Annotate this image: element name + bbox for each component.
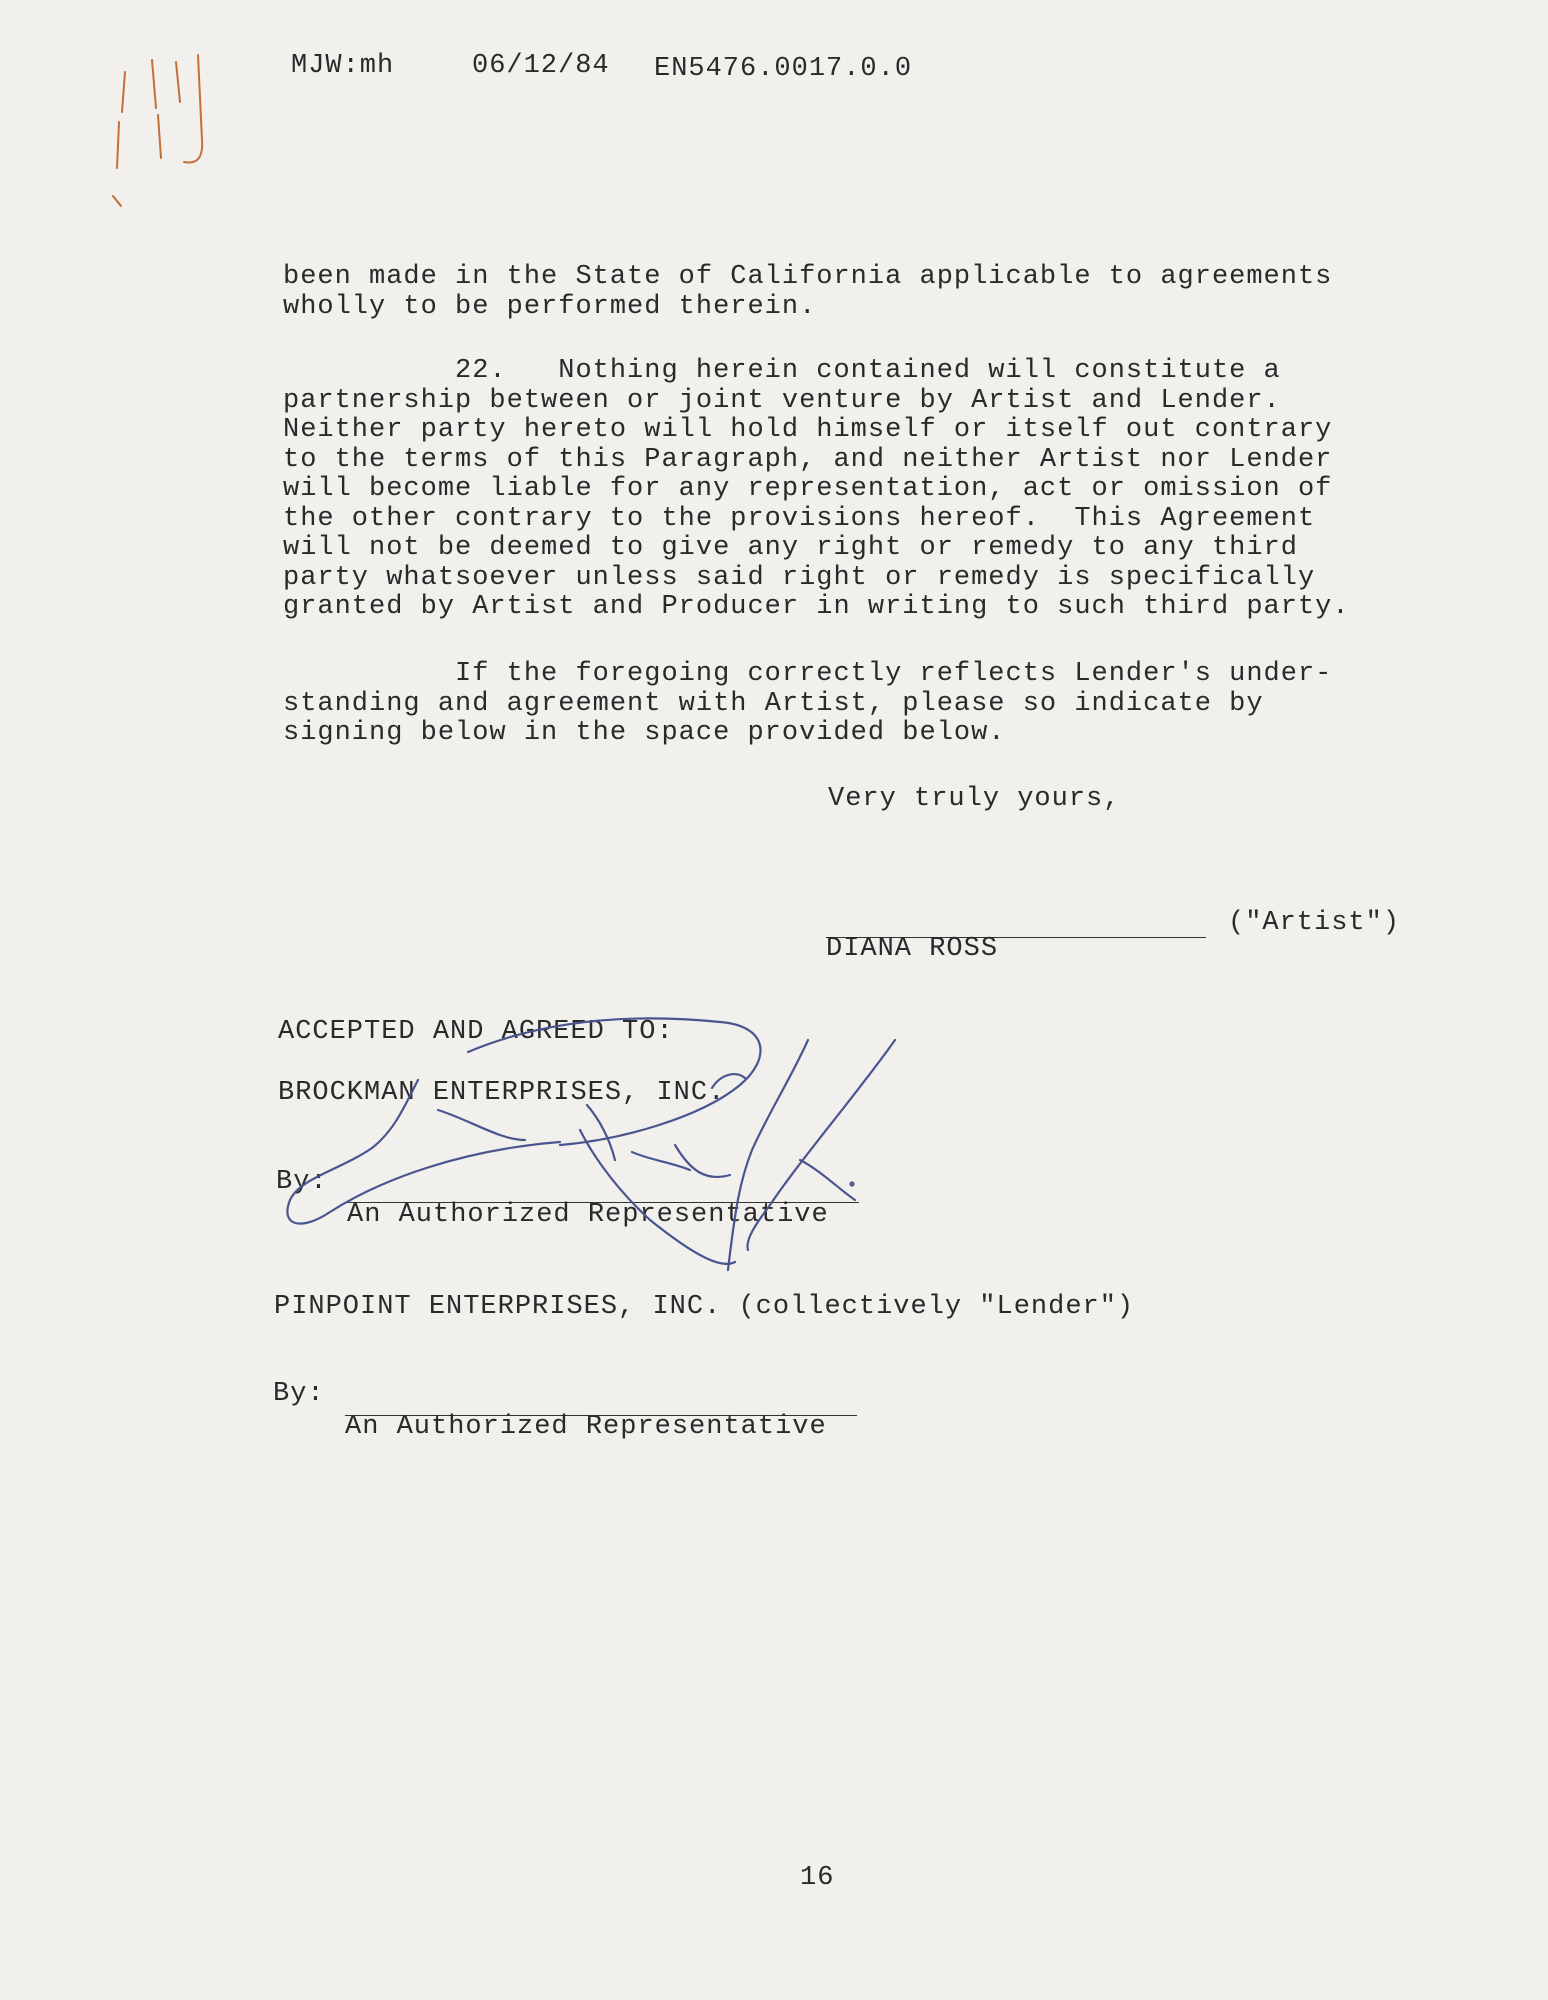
document-date: 06/12/84 <box>472 51 610 81</box>
closing-salutation: Very truly yours, <box>828 784 1121 814</box>
text-line: If the foregoing correctly reflects Lender's under- <box>283 659 1333 689</box>
text-line: 22. Nothing herein contained will constitute a <box>283 356 1281 386</box>
page-number: 16 <box>800 1863 835 1893</box>
paragraph-continued <box>283 263 1413 322</box>
typist-initials: MJW:mh <box>291 51 395 81</box>
text-line: will not be deemed to give any right or remedy to any third <box>283 533 1298 563</box>
text-line: wholly to be performed therein. <box>283 291 817 322</box>
artist-name: DIANA ROSS <box>826 934 999 964</box>
rep-label-brockman: An Authorized Representative <box>347 1200 829 1230</box>
text-line: granted by Artist and Producer in writing to such third party. <box>283 592 1350 622</box>
company-pinpoint: PINPOINT ENTERPRISES, INC. (collectively "Lender") <box>274 1292 1135 1322</box>
text-line: will become liable for any representation, act or omission of <box>283 474 1333 504</box>
text-line: the other contrary to the provisions hereof. This Agreement <box>283 503 1316 534</box>
acceptance-heading: ACCEPTED AND AGREED TO: <box>278 1017 674 1047</box>
document-id: EN5476.0017.0.0 <box>654 54 913 84</box>
margin-mark <box>0 0 240 240</box>
company-brockman: BROCKMAN ENTERPRISES, INC. <box>278 1078 726 1108</box>
text-line: Neither party hereto will hold himself or itself out contrary <box>283 415 1333 445</box>
text-line: standing and agreement with Artist, please so indicate by <box>283 688 1264 719</box>
by-label-pinpoint: By: <box>273 1379 325 1409</box>
artist-role-label: ("Artist") <box>1228 908 1401 938</box>
paragraph-22 <box>283 357 1413 623</box>
rep-label-pinpoint: An Authorized Representative <box>345 1412 827 1442</box>
text-line: been made in the State of California applicable to agreements <box>283 262 1333 292</box>
by-label-brockman: By: <box>276 1167 328 1197</box>
text-line: party whatsoever unless said right or remedy is specifically <box>283 562 1316 593</box>
paragraph-foregoing <box>283 660 1413 749</box>
text-line: to the terms of this Paragraph, and neither Artist nor Lender <box>283 444 1333 475</box>
text-line: partnership between or joint venture by Artist and Lender. <box>283 385 1281 416</box>
text-line: signing below in the space provided below. <box>283 718 1006 748</box>
